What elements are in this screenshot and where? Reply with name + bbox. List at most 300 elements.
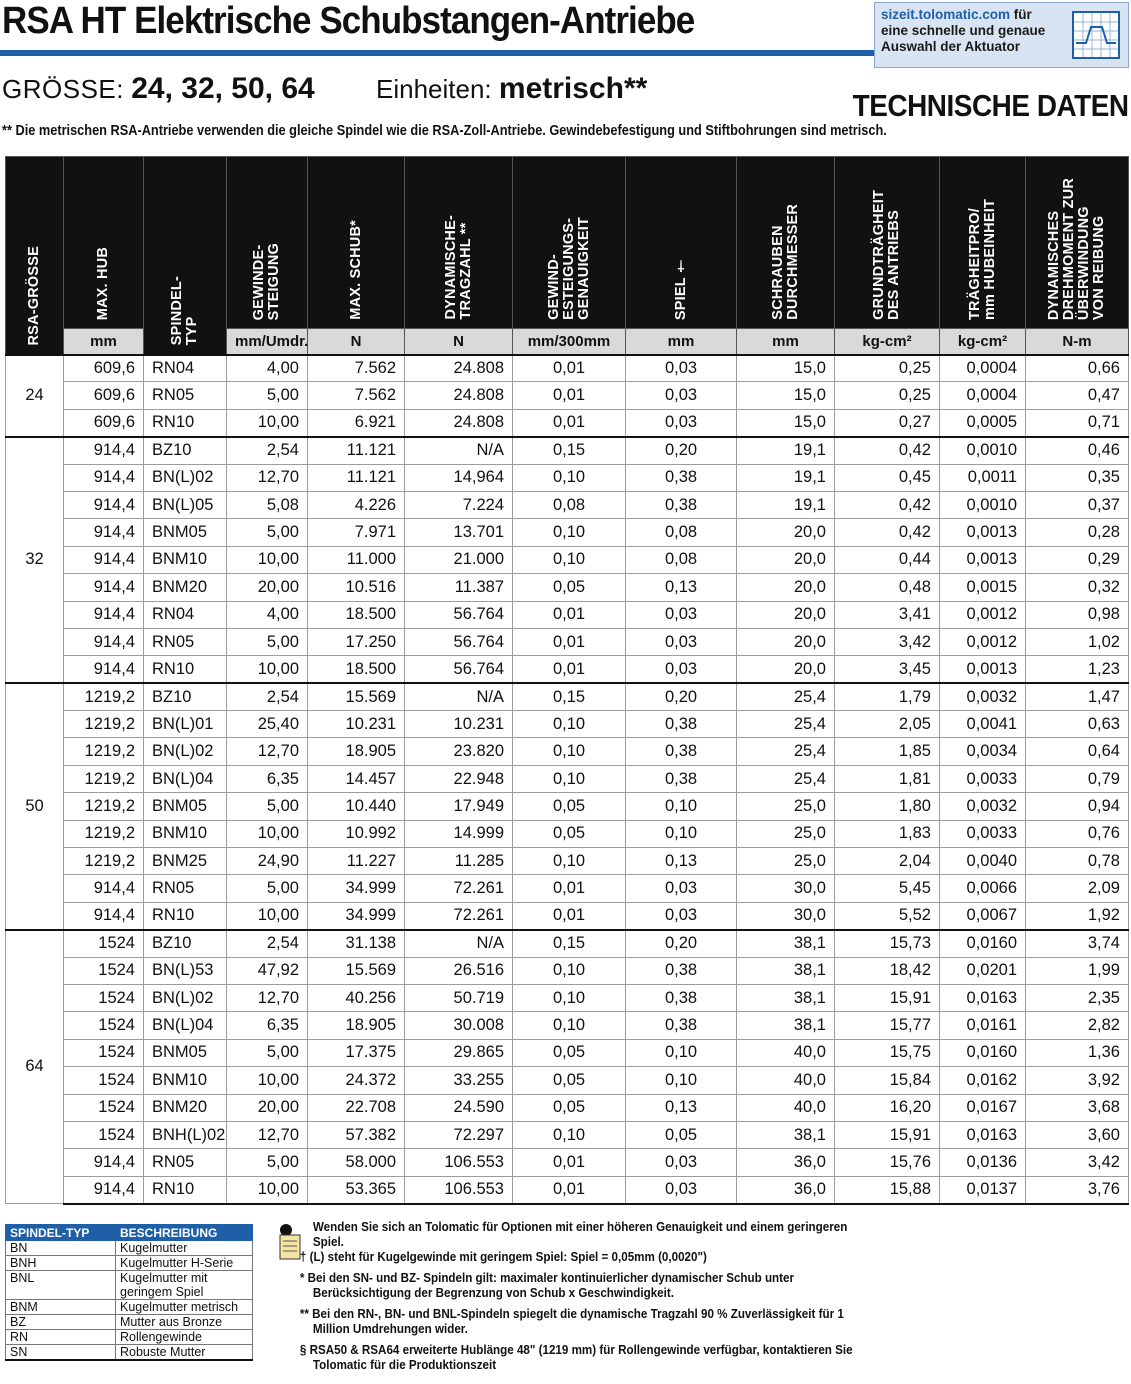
table-cell: 12,70	[227, 464, 308, 491]
table-cell: 5,52	[835, 902, 940, 929]
legend-code: SN	[6, 1345, 116, 1361]
table-cell: 0,01	[513, 355, 626, 382]
table-cell: 3,45	[835, 656, 940, 683]
table-cell: 914,4	[64, 464, 144, 491]
legend-code: BNL	[6, 1271, 116, 1300]
promo-url[interactable]: sizeit.tolomatic.com	[881, 7, 1011, 22]
table-cell: 18,42	[835, 957, 940, 984]
table-cell: 24.808	[405, 382, 513, 409]
table-cell: 0,38	[626, 765, 737, 792]
legend-header-desc: BESCHREIBUNG	[116, 1225, 253, 1241]
table-cell: 914,4	[64, 628, 144, 655]
table-cell: 30.008	[405, 1012, 513, 1039]
table-cell: 0,0010	[940, 491, 1026, 518]
column-header-label: DYNAMISCHE- TRAGZAHL **	[442, 215, 474, 320]
table-cell: 15,91	[835, 984, 940, 1011]
table-cell: BNM10	[144, 820, 227, 847]
table-cell: 1524	[64, 1039, 144, 1066]
table-cell: 0,46	[1026, 437, 1129, 464]
table-cell: 5,00	[227, 875, 308, 902]
table-cell: 0,03	[626, 601, 737, 628]
table-cell: 0,48	[835, 574, 940, 601]
table-row	[6, 711, 1129, 738]
table-cell: 0,10	[513, 738, 626, 765]
table-cell: 0,08	[626, 519, 737, 546]
table-cell: 25,0	[737, 848, 835, 875]
table-cell: 5,08	[227, 491, 308, 518]
table-cell: 0,10	[513, 765, 626, 792]
table-cell: 18.905	[308, 1012, 405, 1039]
table-cell: 15.569	[308, 683, 405, 710]
column-header-label: GRUNDTRÄGHEIT DES ANTRIEBS	[871, 190, 902, 320]
table-cell: 0,0011	[940, 464, 1026, 491]
table-cell: 58.000	[308, 1149, 405, 1176]
table-row	[6, 1067, 1129, 1094]
table-row	[6, 628, 1129, 655]
table-cell: 2,82	[1026, 1012, 1129, 1039]
table-cell: 34.999	[308, 902, 405, 929]
table-cell: 56.764	[405, 601, 513, 628]
column-unit-6: mm/300mm	[513, 329, 626, 355]
table-cell: 0,05	[513, 820, 626, 847]
table-cell: 609,6	[64, 409, 144, 436]
table-cell: 38,1	[737, 930, 835, 957]
legend-description: Kugelmutter	[116, 1241, 253, 1256]
table-cell: 29.865	[405, 1039, 513, 1066]
legend-row	[6, 1345, 253, 1361]
table-cell: 18.500	[308, 601, 405, 628]
legend-code: RN	[6, 1330, 116, 1345]
column-header-label: GEWIND- ESTEIGUNGS- GENAUIGKEIT	[545, 217, 592, 320]
table-row	[6, 437, 1129, 464]
table-cell: 914,4	[64, 519, 144, 546]
table-cell: 50.719	[405, 984, 513, 1011]
table-row	[6, 546, 1129, 573]
table-cell: 0,0032	[940, 683, 1026, 710]
table-cell: 0,0015	[940, 574, 1026, 601]
table-cell: 914,4	[64, 656, 144, 683]
table-cell: BN(L)05	[144, 491, 227, 518]
table-cell: 20,0	[737, 546, 835, 573]
table-cell: 34.999	[308, 875, 405, 902]
table-cell: BNM10	[144, 546, 227, 573]
table-cell: 0,03	[626, 875, 737, 902]
table-cell: BN(L)02	[144, 984, 227, 1011]
table-cell: 0,63	[1026, 711, 1129, 738]
spec-table	[5, 156, 1129, 1205]
column-header-2	[144, 157, 227, 355]
table-cell: 1524	[64, 930, 144, 957]
table-row	[6, 793, 1129, 820]
table-cell: 11.387	[405, 574, 513, 601]
table-cell: 3,60	[1026, 1121, 1129, 1148]
table-cell: 11.285	[405, 848, 513, 875]
table-cell: RN10	[144, 409, 227, 436]
table-cell: 0,10	[626, 1067, 737, 1094]
table-cell: 56.764	[405, 628, 513, 655]
table-cell: 914,4	[64, 601, 144, 628]
table-row	[6, 519, 1129, 546]
table-cell: 14.999	[405, 820, 513, 847]
table-cell: 3,76	[1026, 1176, 1129, 1203]
table-cell: 5,00	[227, 1149, 308, 1176]
table-cell: 3,42	[1026, 1149, 1129, 1176]
table-cell: BNM20	[144, 574, 227, 601]
table-cell: 1,81	[835, 765, 940, 792]
legend-row	[6, 1256, 253, 1271]
table-cell: 1219,2	[64, 738, 144, 765]
table-cell: 1,02	[1026, 628, 1129, 655]
table-cell: 25,4	[737, 711, 835, 738]
table-cell: 0,38	[626, 738, 737, 765]
legend-description: Kugelmutter metrisch	[116, 1300, 253, 1315]
table-cell: 40.256	[308, 984, 405, 1011]
rsa-size-cell: 64	[6, 930, 64, 1204]
table-cell: 1,80	[835, 793, 940, 820]
table-cell: BN(L)04	[144, 765, 227, 792]
units-value: metrisch**	[498, 72, 648, 105]
legend-code: BZ	[6, 1315, 116, 1330]
table-cell: 0,0136	[940, 1149, 1026, 1176]
table-cell: 0,05	[513, 574, 626, 601]
table-cell: 0,05	[513, 1039, 626, 1066]
table-cell: 14,964	[405, 464, 513, 491]
table-cell: 15,75	[835, 1039, 940, 1066]
table-cell: 31.138	[308, 930, 405, 957]
table-cell: 3,68	[1026, 1094, 1129, 1121]
table-cell: 609,6	[64, 355, 144, 382]
table-cell: 0,37	[1026, 491, 1129, 518]
size-value: 24, 32, 50, 64	[131, 72, 315, 105]
table-cell: 0,10	[513, 1012, 626, 1039]
table-cell: 24.372	[308, 1067, 405, 1094]
table-cell: BN(L)02	[144, 738, 227, 765]
table-cell: 0,35	[1026, 464, 1129, 491]
table-cell: 0,29	[1026, 546, 1129, 573]
table-cell: 914,4	[64, 875, 144, 902]
table-cell: 0,38	[626, 957, 737, 984]
table-cell: 1,23	[1026, 656, 1129, 683]
table-row	[6, 574, 1129, 601]
table-cell: 17.949	[405, 793, 513, 820]
table-cell: 25,0	[737, 793, 835, 820]
table-row	[6, 464, 1129, 491]
table-cell: 0,0034	[940, 738, 1026, 765]
table-cell: 10,00	[227, 820, 308, 847]
table-cell: RN04	[144, 355, 227, 382]
column-header-11	[1026, 157, 1129, 329]
table-cell: 3,42	[835, 628, 940, 655]
table-cell: 0,0163	[940, 984, 1026, 1011]
table-cell: 0,0032	[940, 793, 1026, 820]
table-cell: 0,10	[513, 546, 626, 573]
table-cell: 2,54	[227, 437, 308, 464]
table-cell: 914,4	[64, 902, 144, 929]
table-cell: 0,08	[513, 491, 626, 518]
table-cell: 0,01	[513, 409, 626, 436]
table-cell: 19,1	[737, 464, 835, 491]
table-cell: 15,73	[835, 930, 940, 957]
footnote-section: § RSA50 & RSA64 erweiterte Hublänge 48" (1219 mm) für Rollengewinde verfügbar, kontaktieren Sie Tolomatic für die Produktionszeit	[299, 1343, 853, 1372]
table-cell: 0,03	[626, 628, 737, 655]
table-row	[6, 1121, 1129, 1148]
table-cell: 6,35	[227, 1012, 308, 1039]
table-cell: 0,05	[626, 1121, 737, 1148]
table-cell: 914,4	[64, 491, 144, 518]
table-cell: 0,10	[626, 820, 737, 847]
column-header-7	[626, 157, 737, 329]
table-cell: 11.121	[308, 464, 405, 491]
column-header-9	[835, 157, 940, 329]
table-cell: 25,4	[737, 738, 835, 765]
table-cell: 38,1	[737, 957, 835, 984]
table-cell: 0,42	[835, 437, 940, 464]
table-cell: 0,15	[513, 930, 626, 957]
table-cell: N/A	[405, 683, 513, 710]
table-cell: 5,00	[227, 519, 308, 546]
table-cell: 1524	[64, 1012, 144, 1039]
table-cell: 914,4	[64, 546, 144, 573]
table-cell: 0,38	[626, 1012, 737, 1039]
legend-row	[6, 1330, 253, 1345]
column-header-label: GEWINDE- STEIGUNG	[251, 242, 282, 320]
spindle-legend-table	[5, 1224, 253, 1361]
table-row	[6, 738, 1129, 765]
table-cell: 0,0004	[940, 355, 1026, 382]
table-cell: 0,03	[626, 902, 737, 929]
table-cell: 20,0	[737, 574, 835, 601]
table-cell: 18.500	[308, 656, 405, 683]
table-cell: 914,4	[64, 1176, 144, 1203]
table-cell: 6.921	[308, 409, 405, 436]
footnote-contact: Wenden Sie sich an Tolomatic für Optionen mit einer höheren Genauigkeit und einem geringeren Spiel.	[312, 1220, 848, 1249]
table-cell: 10,00	[227, 656, 308, 683]
table-cell: 4,00	[227, 601, 308, 628]
table-cell: 1,36	[1026, 1039, 1129, 1066]
footnote-star: * Bei den SN- und BZ- Spindeln gilt: maximaler kontinuierlicher dynamischer Schub unter Berücksichtigung der Begrenzung von Schub x Geschwindigkeit.	[299, 1271, 795, 1300]
table-cell: 7.562	[308, 382, 405, 409]
table-cell: 0,79	[1026, 765, 1129, 792]
table-row	[6, 409, 1129, 436]
chart-icon	[1072, 11, 1120, 59]
table-cell: N/A	[405, 930, 513, 957]
table-cell: 0,0005	[940, 409, 1026, 436]
table-cell: RN05	[144, 382, 227, 409]
table-cell: 1219,2	[64, 848, 144, 875]
legend-description: Robuste Mutter	[116, 1345, 253, 1361]
table-cell: 23.820	[405, 738, 513, 765]
table-cell: 0,0033	[940, 820, 1026, 847]
table-cell: 10,00	[227, 902, 308, 929]
table-cell: BZ10	[144, 437, 227, 464]
table-cell: 24.590	[405, 1094, 513, 1121]
table-cell: 0,05	[513, 793, 626, 820]
table-cell: 15.569	[308, 957, 405, 984]
column-header-3	[227, 157, 308, 329]
table-cell: 5,45	[835, 875, 940, 902]
table-cell: 0,20	[626, 930, 737, 957]
size-label: GRÖSSE:	[2, 74, 124, 104]
legend-row	[6, 1241, 253, 1256]
table-cell: 36,0	[737, 1176, 835, 1203]
table-cell: 1,47	[1026, 683, 1129, 710]
table-cell: 106.553	[405, 1149, 513, 1176]
table-row	[6, 601, 1129, 628]
table-cell: 10.231	[405, 711, 513, 738]
table-cell: 609,6	[64, 382, 144, 409]
table-cell: 0,15	[513, 683, 626, 710]
table-cell: 5,00	[227, 628, 308, 655]
table-cell: BN(L)53	[144, 957, 227, 984]
table-cell: 24.808	[405, 355, 513, 382]
column-header-6	[513, 157, 626, 329]
table-cell: 0,01	[513, 902, 626, 929]
table-cell: 0,0012	[940, 628, 1026, 655]
table-cell: 0,0013	[940, 519, 1026, 546]
table-row	[6, 1149, 1129, 1176]
footnote-double-star: ** Bei den RN-, BN- und BNL-Spindeln spiegelt die dynamische Tragzahl 90 % Zuverlässigkeit für 1 Million Umdrehungen wider.	[299, 1307, 844, 1336]
metric-note: ** Die metrischen RSA-Antriebe verwenden die gleiche Spindel wie die RSA-Zoll-Antriebe. Gewindebefestigung und Stiftbohrungen sind metrisch.	[2, 123, 887, 139]
table-cell: 0,01	[513, 875, 626, 902]
table-cell: 20,0	[737, 601, 835, 628]
table-cell: 3,74	[1026, 930, 1129, 957]
table-cell: 7.971	[308, 519, 405, 546]
legend-description: Kugelmutter H-Serie	[116, 1256, 253, 1271]
table-cell: 20,0	[737, 519, 835, 546]
column-header-label: SCHRAUBEN DURCHMESSER	[769, 204, 801, 320]
table-cell: 2,04	[835, 848, 940, 875]
table-cell: 6,35	[227, 765, 308, 792]
table-cell: 40,0	[737, 1094, 835, 1121]
table-cell: 0,94	[1026, 793, 1129, 820]
rsa-size-cell: 50	[6, 683, 64, 930]
column-header-label: MAX. HUB	[95, 246, 111, 320]
table-cell: 0,08	[626, 546, 737, 573]
column-header-0	[6, 157, 64, 355]
table-cell: 0,44	[835, 546, 940, 573]
table-row	[6, 656, 1129, 683]
table-cell: 0,38	[626, 984, 737, 1011]
table-cell: 0,03	[626, 1176, 737, 1203]
column-unit-10: kg-cm²	[940, 329, 1026, 355]
sizeit-promo-box[interactable]	[874, 2, 1129, 68]
table-cell: 18.905	[308, 738, 405, 765]
table-cell: 0,25	[835, 355, 940, 382]
table-cell: 19,1	[737, 491, 835, 518]
table-cell: 1524	[64, 984, 144, 1011]
table-cell: 40,0	[737, 1039, 835, 1066]
table-cell: 12,70	[227, 984, 308, 1011]
column-header-1	[64, 157, 144, 329]
column-header-4	[308, 157, 405, 329]
table-cell: 14.457	[308, 765, 405, 792]
table-cell: RN10	[144, 1176, 227, 1203]
table-cell: 1524	[64, 957, 144, 984]
table-cell: 38,1	[737, 1012, 835, 1039]
table-cell: 0,27	[835, 409, 940, 436]
table-cell: 26.516	[405, 957, 513, 984]
column-header-label: RSA-GRÖSSE	[26, 246, 42, 346]
table-row	[6, 765, 1129, 792]
table-cell: 2,09	[1026, 875, 1129, 902]
legend-row	[6, 1271, 253, 1300]
table-cell: 0,03	[626, 656, 737, 683]
table-cell: 21.000	[405, 546, 513, 573]
table-cell: 2,05	[835, 711, 940, 738]
legend-description: Rollengewinde	[116, 1330, 253, 1345]
table-cell: 0,0161	[940, 1012, 1026, 1039]
table-cell: BN(L)04	[144, 1012, 227, 1039]
table-cell: 1219,2	[64, 683, 144, 710]
table-cell: 1219,2	[64, 711, 144, 738]
table-cell: BNM10	[144, 1067, 227, 1094]
table-cell: 914,4	[64, 1149, 144, 1176]
column-unit-11: N-m	[1026, 329, 1129, 355]
table-cell: 15,88	[835, 1176, 940, 1203]
table-cell: 10.231	[308, 711, 405, 738]
table-cell: 0,10	[626, 1039, 737, 1066]
table-cell: 38,1	[737, 984, 835, 1011]
table-cell: 0,32	[1026, 574, 1129, 601]
column-header-label: SPINDEL- TYP	[169, 276, 200, 346]
table-cell: 20,00	[227, 1094, 308, 1121]
table-cell: 0,20	[626, 437, 737, 464]
table-row	[6, 930, 1129, 957]
table-cell: 36,0	[737, 1149, 835, 1176]
table-cell: 914,4	[64, 437, 144, 464]
table-cell: 25,40	[227, 711, 308, 738]
table-row	[6, 355, 1129, 382]
size-line	[2, 72, 315, 106]
table-cell: 0,0163	[940, 1121, 1026, 1148]
table-cell: 24.808	[405, 409, 513, 436]
legend-description: Mutter aus Bronze	[116, 1315, 253, 1330]
table-cell: BNM20	[144, 1094, 227, 1121]
table-cell: 10.440	[308, 793, 405, 820]
column-unit-4: N	[308, 329, 405, 355]
table-cell: 0,0160	[940, 930, 1026, 957]
table-cell: 1524	[64, 1067, 144, 1094]
table-cell: 0,15	[513, 437, 626, 464]
rsa-size-cell: 32	[6, 437, 64, 684]
table-cell: 1524	[64, 1094, 144, 1121]
table-cell: 15,77	[835, 1012, 940, 1039]
table-cell: 15,0	[737, 382, 835, 409]
table-cell: 0,0201	[940, 957, 1026, 984]
column-unit-9: kg-cm²	[835, 329, 940, 355]
table-cell: 1,83	[835, 820, 940, 847]
table-cell: 38,1	[737, 1121, 835, 1148]
table-cell: 0,03	[626, 355, 737, 382]
table-cell: 0,10	[513, 1121, 626, 1148]
table-cell: 0,10	[513, 464, 626, 491]
table-cell: 20,00	[227, 574, 308, 601]
table-row	[6, 683, 1129, 710]
table-cell: 7.224	[405, 491, 513, 518]
page-title: RSA HT Elektrische Schubstangen-Antriebe	[2, 0, 695, 42]
table-cell: 0,0004	[940, 382, 1026, 409]
table-cell: RN10	[144, 902, 227, 929]
table-cell: 47,92	[227, 957, 308, 984]
footnote-dagger: † (L) steht für Kugelgewinde mit geringem Spiel: Spiel = 0,05mm (0,0020")	[299, 1250, 707, 1264]
table-cell: 4.226	[308, 491, 405, 518]
table-cell: 0,0067	[940, 902, 1026, 929]
legend-code: BN	[6, 1241, 116, 1256]
table-cell: 0,10	[513, 711, 626, 738]
column-header-label: SPIEL †	[672, 256, 689, 320]
promo-fuer: für	[1013, 7, 1032, 22]
table-cell: 1,99	[1026, 957, 1129, 984]
